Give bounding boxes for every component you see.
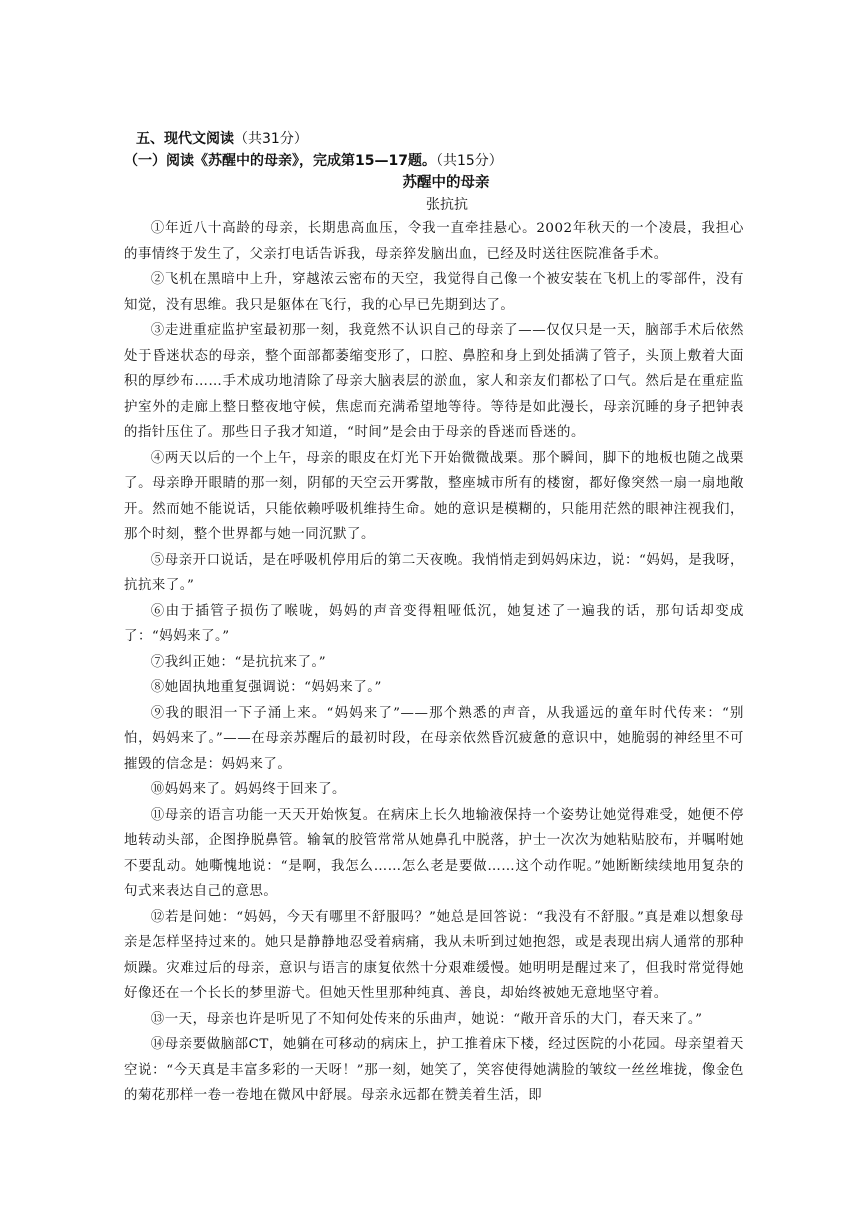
paragraph-8: ⑧她固执地重复强调说：“妈妈来了。” <box>150 680 382 695</box>
paragraph-11: ⑪母亲的语言功能一天天开始恢复。在病床上长久地输液保持一个姿势让她觉得难受，她便不停地转动头部，企图挣脱鼻管。输氧的胶管常常从她鼻孔中脱落，护士一次次为她粘贴胶布，并嘱咐她不要乱动。她嘶愧地说：“是啊，我怎么……怎么老是要做……这个动作呢。”她断断续续地用复杂的句式来表达自己的意思。 <box>124 807 744 899</box>
paragraph-1: ①年近八十高龄的母亲，长期患高血压，令我一直牵挂悬心。2002年秋天的一个凌晨，我担心的事情终于发生了，父亲打电话告诉我，母亲猝发脑出血，已经及时送往医院准备手术。 <box>124 221 744 262</box>
article-author: 张抗抗 <box>426 197 468 213</box>
paragraph-5: ⑤母亲开口说话，是在呼吸机停用后的第二天夜晚。我悄悄走到妈妈床边，说：“妈妈，是我呀，抗抗来了。” <box>124 552 744 593</box>
paragraph-10: ⑩妈妈来了。妈妈终于回来了。 <box>150 782 346 797</box>
question-heading-text: （一）阅读《苏醒中的母亲》，完成第15—17题。 <box>124 153 436 169</box>
article-title: 苏醒中的母亲 <box>402 175 490 191</box>
section-heading <box>136 128 744 150</box>
paragraph-13: ⑬一天，母亲也许是听见了不知何处传来的乐曲声，她说：“敞开音乐的大门，春天来了。” <box>150 1011 703 1027</box>
question-points: （共15分） <box>435 153 503 169</box>
paragraph-7: ⑦我纠正她：“是抗抗来了。” <box>150 654 327 670</box>
paragraph-14: ⑭母亲要做脑部CT，她躺在可移动的病床上，护工推着床下楼，经过医院的小花园。母亲望着天空说：“今天真是丰富多彩的一天呀！”那一刻，她笑了，笑容使得她满脸的皱纹一丝丝堆拢，像金色的菊花那样一卷一卷地在微风中舒展。母亲永远都在赞美着生活，即 <box>124 1037 744 1103</box>
paragraph-6: ⑥由于插管子损伤了喉咙，妈妈的声音变得粗哑低沉，她复述了一遍我的话，那句话却变成了：“妈妈来了。” <box>124 603 744 644</box>
paragraph-9: ⑨我的眼泪一下子涌上来。“妈妈来了”——那个熟悉的声音，从我遥远的童年时代传来：“别怕，妈妈来了。”——在母亲苏醒后的最初时段，在母亲依然昏沉疲惫的意识中，她脆弱的神经里不可摧毁的信念是：妈妈来了。 <box>124 705 744 772</box>
paragraph-2: ②飞机在黑暗中上升，穿越浓云密布的天空，我觉得自己像一个被安装在飞机上的零部件，没有知觉，没有思维。我只是躯体在飞行，我的心早已先期到达了。 <box>124 272 744 313</box>
paragraph-3: ③走进重症监护室最初那一刻，我竟然不认识自己的母亲了——仅仅只是一天，脑部手术后依然处于昏迷状态的母亲，整个面部都萎缩变形了，口腔、鼻腔和身上到处插满了管子，头顶上敷着大面积的厚纱布……手术成功地清除了母亲大脑表层的淤血，家人和亲友们都松了口气。然后是在重症监护室外的走廊上整日整夜地守候，焦虑而充满希望地等待。等待是如此漫长，母亲沉睡的身子把钟表的指针压住了。那些日子我才知道，“时间”是会由于母亲的昏迷而昏迷的。 <box>124 323 744 440</box>
paragraph-12: ⑫若是问她：“妈妈，今天有哪里不舒服吗？”她总是回答说：“我没有不舒服。”真是难以想象母亲是怎样坚持过来的。她只是静静地忍受着病痛，我从未听到过她抱怨，或是表现出病人通常的那种烦躁。灾难过后的母亲，意识与语言的康复依然十分艰难缓慢。她明明是醒过来了，但我时常觉得她好像还在一个长长的梦里游弋。但她天性里那种纯真、善良，却始终被她无意地坚守着。 <box>124 909 744 1001</box>
article-body <box>124 216 744 1109</box>
document-page <box>124 128 744 1109</box>
question-heading <box>124 150 744 172</box>
section-heading-text: 五、现代文阅读 <box>136 131 234 147</box>
section-points: （共31分） <box>234 131 308 147</box>
paragraph-4: ④两天以后的一个上午，母亲的眼皮在灯光下开始微微战栗。那个瞬间，脚下的地板也随之战栗了。母亲睁开眼睛的那一刻，阴郁的天空云开雾散，整座城市所有的楼窗，都好像突然一扇一扇地敞开。然而她不能说话，只能依赖呼吸机维持生命。她的意识是模糊的，只能用茫然的眼神注视我们，那个时刻，整个世界都与她一同沉默了。 <box>124 450 744 542</box>
